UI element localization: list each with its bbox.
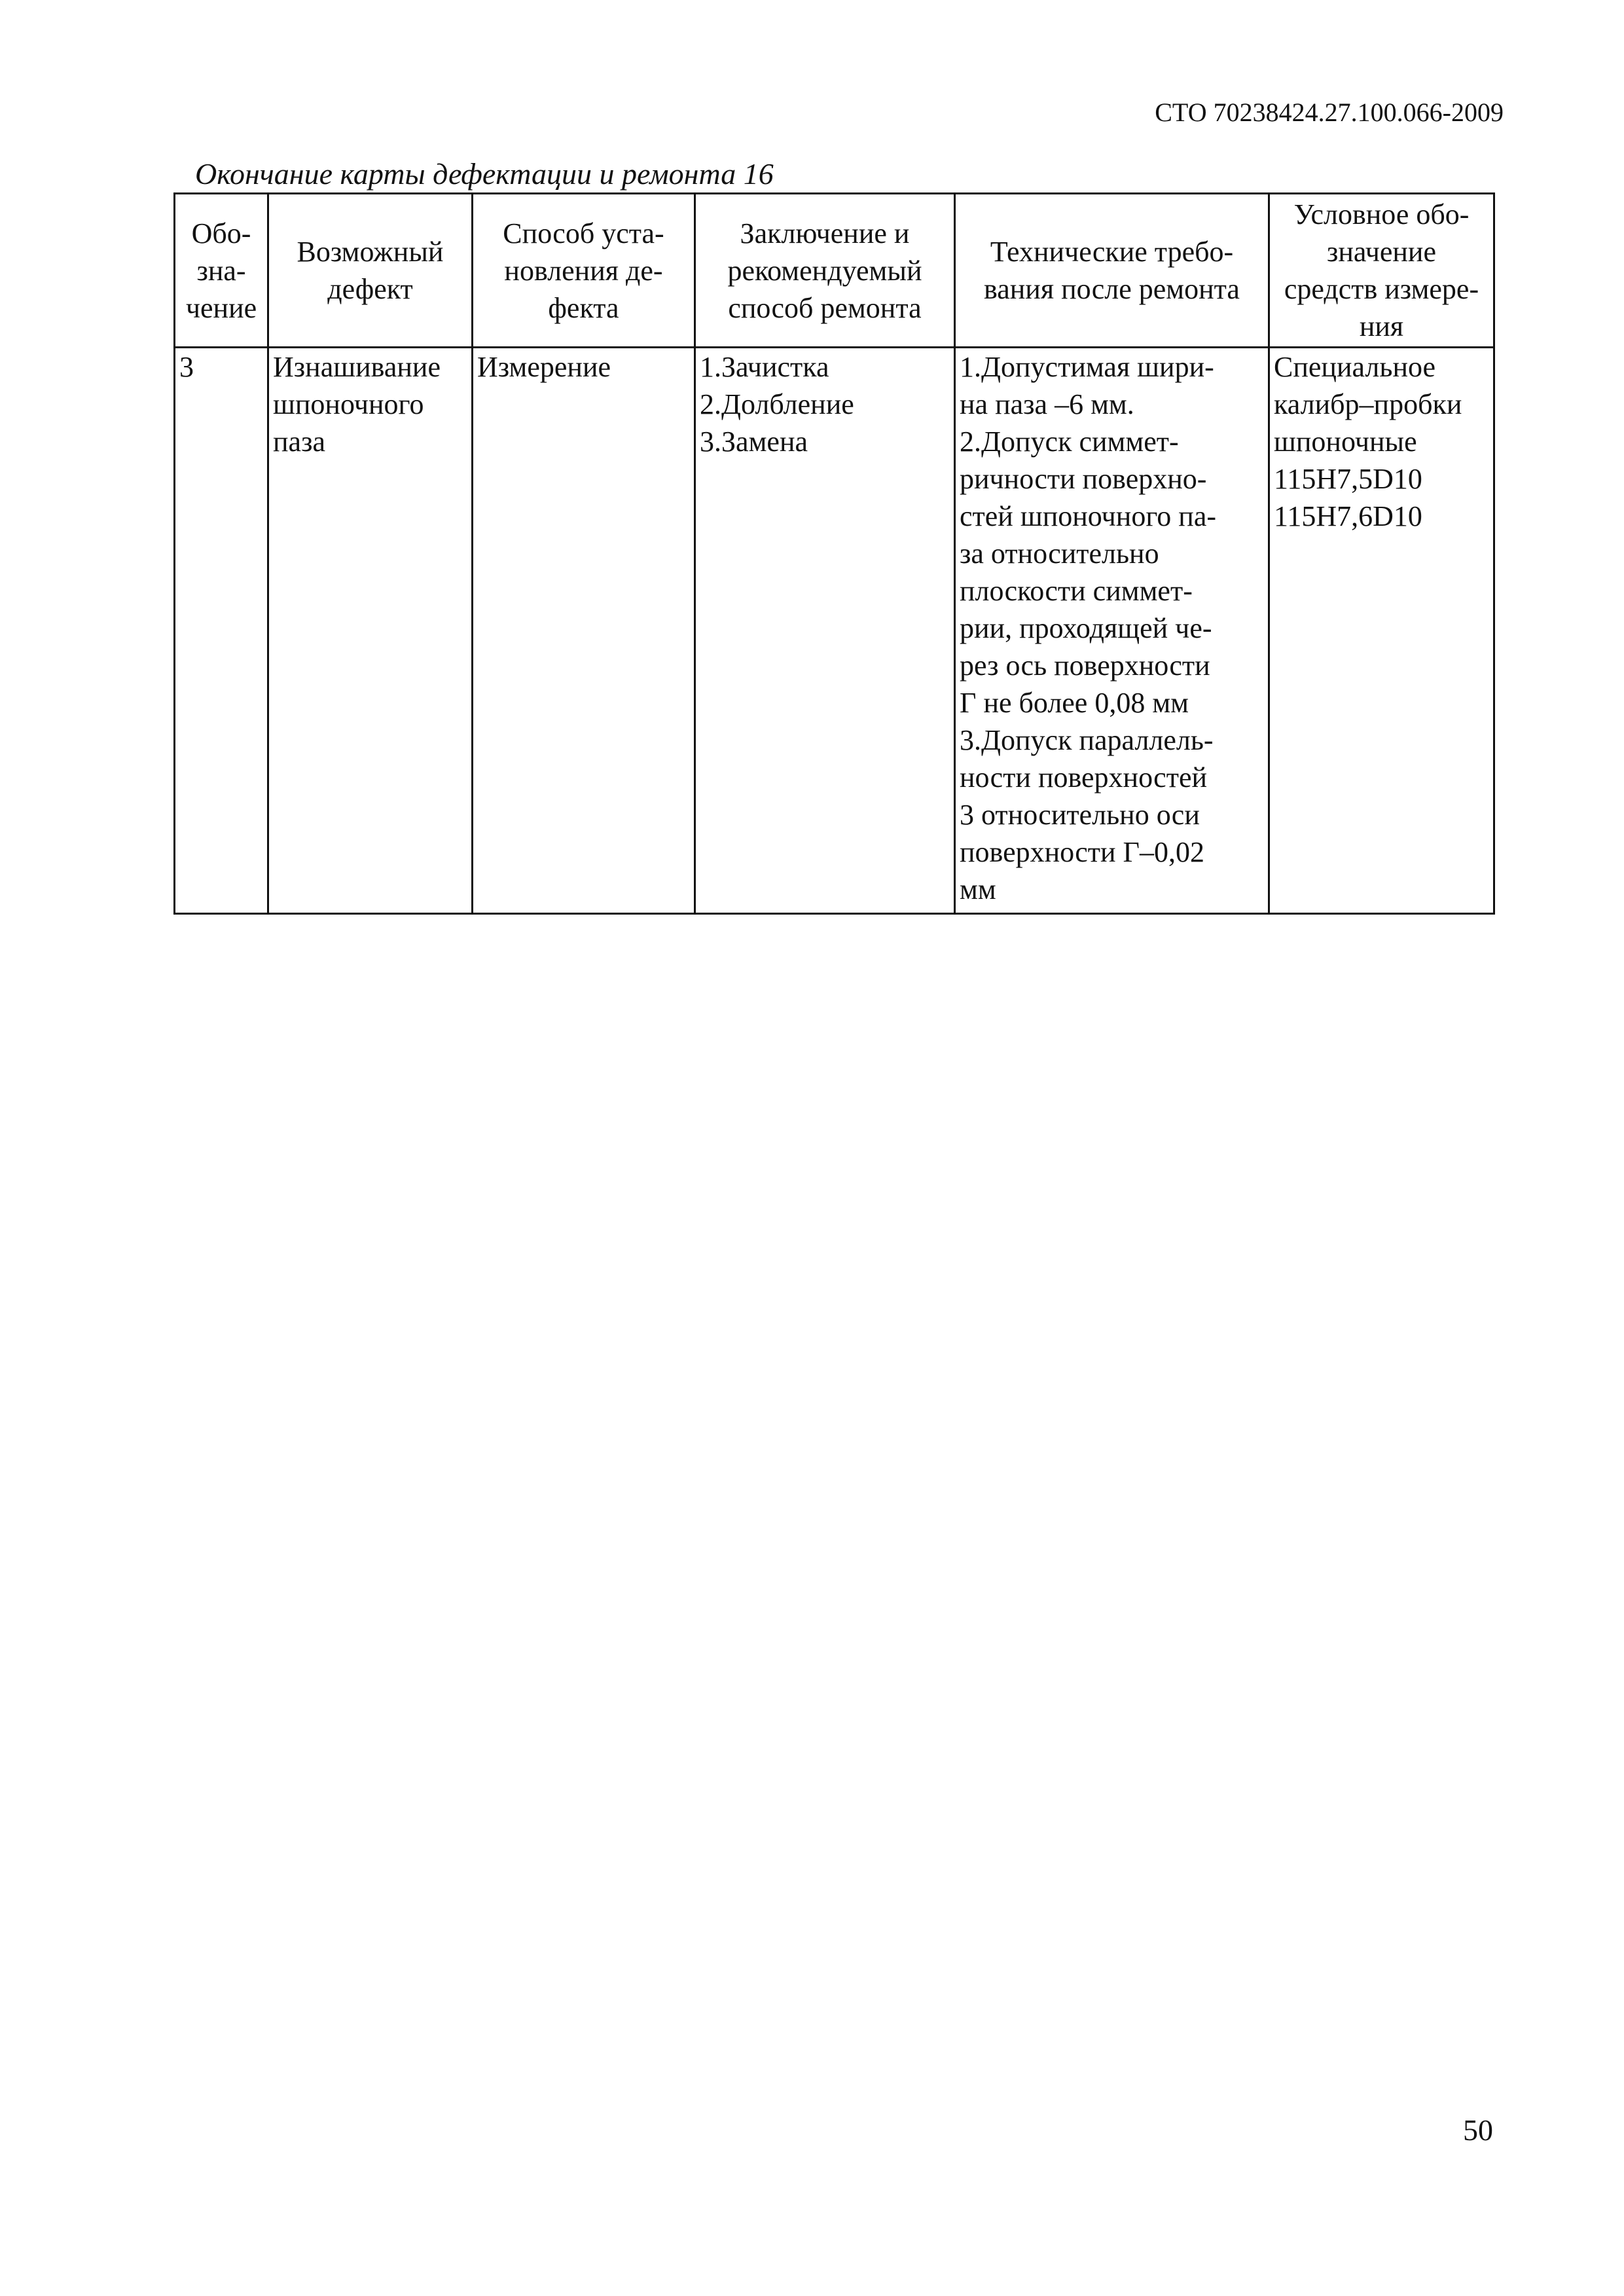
header-line: Возможный: [297, 236, 444, 268]
header-line: ния: [1359, 310, 1404, 342]
header-line: Способ уста-: [503, 217, 664, 249]
cell-line: 3 относительно оси: [960, 799, 1200, 831]
header-line: Заключение и: [740, 217, 910, 249]
header-line: зна-: [196, 254, 246, 287]
header-line: рекомендуемый: [727, 254, 922, 287]
header-line: новления де-: [504, 254, 663, 287]
cell-line: плоскости симмет-: [960, 575, 1193, 607]
cell-line: за относительно: [960, 538, 1159, 570]
cell-line: 3: [179, 351, 194, 383]
header-designation: [175, 194, 268, 348]
header-line: средств измере-: [1284, 273, 1479, 305]
header-line: значение: [1327, 236, 1436, 268]
cell-line: Измерение: [477, 351, 611, 383]
cell-line: 3.Допуск параллель-: [960, 724, 1214, 756]
header-line: Обо-: [191, 217, 251, 249]
page-number: 50: [1463, 2113, 1493, 2147]
cell-line: ности поверхностей: [960, 761, 1208, 793]
cell-possible-defect: [268, 348, 473, 914]
cell-line: стей шпоночного па-: [960, 500, 1217, 532]
cell-line: Г не более 0,08 мм: [960, 687, 1189, 719]
cell-line: шпоночного: [273, 388, 424, 420]
cell-line: 115Н7,6D10: [1274, 500, 1422, 532]
header-line: дефект: [327, 273, 413, 305]
cell-line: рии, проходящей че-: [960, 612, 1212, 644]
document-code: СТО 70238424.27.100.066-2009: [1155, 98, 1504, 127]
cell-line: 115Н7,5D10: [1274, 463, 1422, 495]
cell-line: Изнашивание: [273, 351, 441, 383]
cell-line: 1.Зачистка: [700, 351, 829, 383]
header-line: фекта: [548, 291, 619, 324]
cell-line: мм: [960, 873, 996, 905]
header-possible-defect: [268, 194, 473, 348]
header-line: способ ремонта: [728, 291, 922, 324]
defect-repair-table: [173, 192, 1495, 915]
cell-line: ричности поверхно-: [960, 463, 1207, 495]
header-detection-method: [473, 194, 695, 348]
header-technical-requirements: [955, 194, 1269, 348]
cell-line: 2.Допуск симмет-: [960, 426, 1179, 458]
cell-measuring-means: [1269, 348, 1494, 914]
cell-line: рез ось поверхности: [960, 649, 1210, 682]
cell-line: Специальное: [1274, 351, 1436, 383]
cell-line: паза: [273, 426, 325, 458]
table-row: [175, 348, 1494, 914]
cell-designation: [175, 348, 268, 914]
cell-repair-method: [695, 348, 955, 914]
cell-line: шпоночные: [1274, 426, 1417, 458]
header-repair-method: [695, 194, 955, 348]
cell-line: поверхности Г–0,02: [960, 836, 1204, 868]
header-line: чение: [185, 291, 257, 324]
header-line: Технические требо-: [990, 236, 1234, 268]
cell-line: на паза –6 мм.: [960, 388, 1134, 420]
cell-detection-method: [473, 348, 695, 914]
cell-technical-requirements: [955, 348, 1269, 914]
header-measuring-means: [1269, 194, 1494, 348]
table-caption: Окончание карты дефектации и ремонта 16: [195, 157, 774, 191]
cell-line: 1.Допустимая шири-: [960, 351, 1214, 383]
cell-line: 2.Долбление: [700, 388, 854, 420]
header-line: вания после ремонта: [984, 273, 1240, 305]
header-line: Условное обо-: [1293, 198, 1470, 230]
cell-line: калибр–пробки: [1274, 388, 1462, 420]
cell-line: 3.Замена: [700, 426, 808, 458]
table-header-row: [175, 194, 1494, 348]
